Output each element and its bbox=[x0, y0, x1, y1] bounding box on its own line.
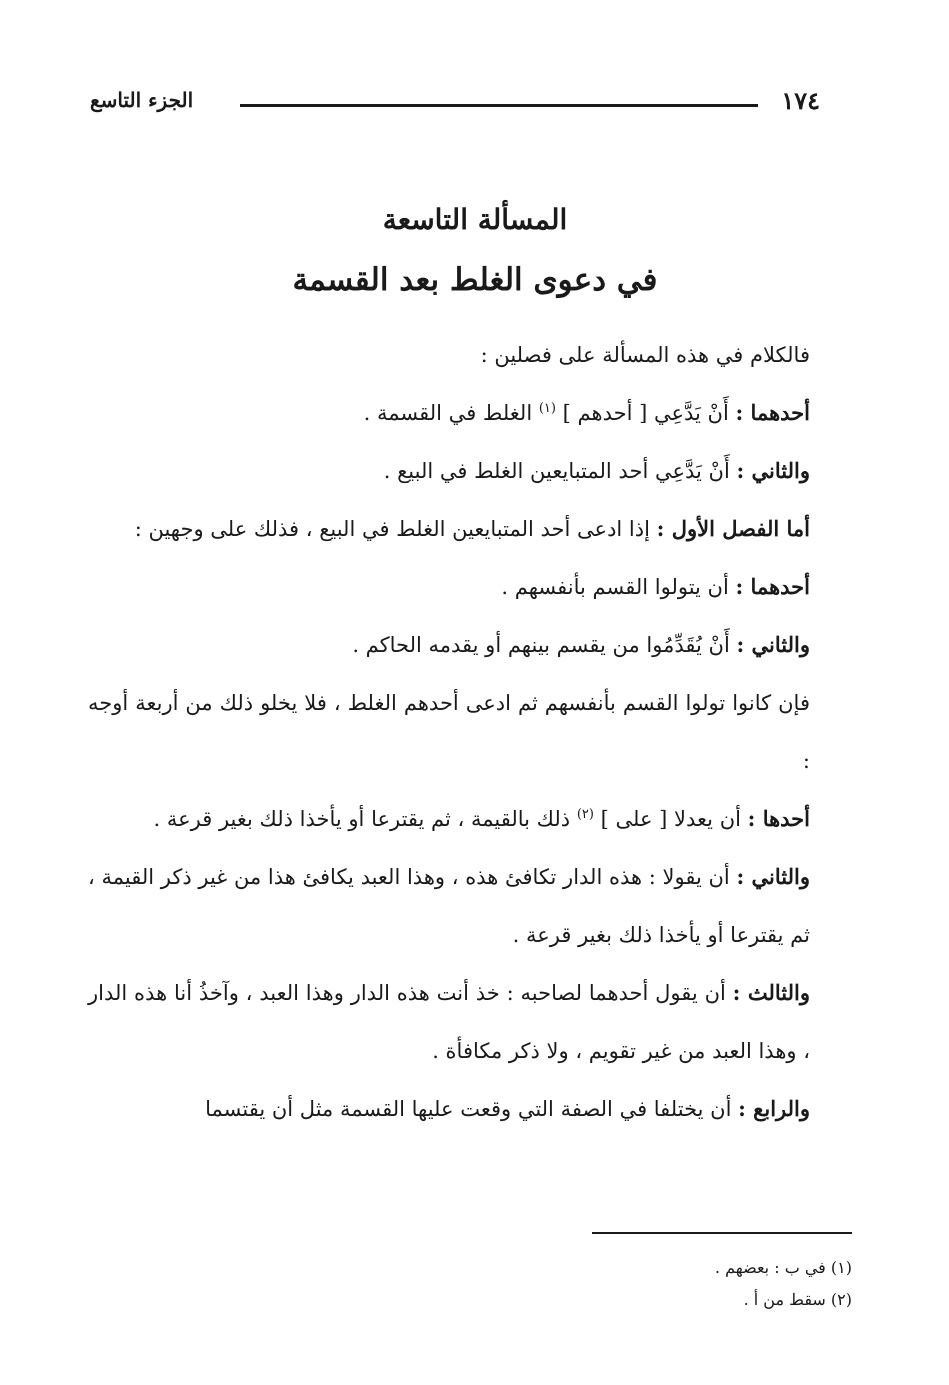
paragraph-6 bbox=[88, 616, 860, 674]
lead-term: والثاني : bbox=[736, 458, 810, 483]
footnote-1: (١) في ب : بعضهم . bbox=[714, 1258, 852, 1277]
paragraph-7: فإن كانوا تولوا القسم بأنفسهم ثم ادعى أحدهم الغلط ، فلا يخلو ذلك من أربعة أوجه : bbox=[88, 691, 810, 773]
paragraph-11 bbox=[88, 1080, 860, 1138]
footnote-rule bbox=[592, 1232, 852, 1234]
paragraph-3 bbox=[88, 442, 860, 500]
lead-term: أما الفصل الأول : bbox=[656, 516, 810, 541]
paragraph-text: أن يقول أحدهما لصاحبه : خذ أنت هذه الدار وهذا العبد ، وآخذُ أنا هذه الدار ، وهذا العبد من غير تقويم ، ولا ذكر مكافأة . bbox=[88, 981, 810, 1063]
paragraph-text: الغلط في القسمة . bbox=[363, 401, 539, 425]
lead-term: والثاني : bbox=[736, 632, 810, 657]
footnote-ref-2: (٢) bbox=[576, 807, 594, 822]
paragraph-9 bbox=[88, 848, 860, 964]
paragraph-text: أَنْ يَدَّعِي [ أحدهم ] bbox=[562, 401, 736, 425]
footnote-2: (٢) سقط من أ . bbox=[743, 1290, 852, 1309]
paragraph-2 bbox=[88, 384, 860, 442]
paragraph-text: أَنْ يُقَدِّمُوا من يقسم بينهم أو يقدمه الحاكم . bbox=[352, 633, 737, 657]
paragraph-text: أن يعدلا [ على ] bbox=[600, 807, 748, 831]
page-number: ١٧٤ bbox=[781, 86, 820, 115]
lead-term: أحدها : bbox=[747, 806, 810, 831]
paragraph-10 bbox=[88, 964, 860, 1080]
paragraph-8 bbox=[88, 790, 860, 848]
running-head: الجزء التاسع bbox=[90, 88, 194, 112]
paragraph-5 bbox=[88, 558, 860, 616]
lead-term: والثاني : bbox=[736, 864, 810, 889]
chapter-subtitle: في دعوى الغلط بعد القسمة bbox=[292, 262, 658, 298]
paragraph-text: أن يقولا : هذه الدار تكافئ هذه ، وهذا العبد يكافئ هذا من غير ذكر القيمة ، ثم يقترعا أو يأخذا ذلك بغير قرعة . bbox=[88, 865, 810, 947]
paragraph-text: أن يتولوا القسم بأنفسهم . bbox=[501, 575, 736, 599]
paragraph-1: فالكلام في هذه المسألة على فصلين : bbox=[480, 343, 810, 367]
paragraph-text: إذا ادعى أحد المتبايعين الغلط في البيع ، فذلك على وجهين : bbox=[134, 517, 657, 541]
paragraph-text: أن يختلفا في الصفة التي وقعت عليها القسمة مثل أن يقتسما bbox=[205, 1097, 739, 1121]
footnotes bbox=[500, 1252, 852, 1316]
lead-term: أحدهما : bbox=[735, 574, 810, 599]
lead-term: أحدهما : bbox=[735, 400, 810, 425]
page-header bbox=[90, 84, 820, 124]
lead-term: والرابع : bbox=[738, 1096, 810, 1121]
paragraph-text: أَنْ يَدَّعِي أحد المتبايعين الغلط في البيع . bbox=[383, 459, 737, 483]
paragraph-4 bbox=[88, 500, 860, 558]
lead-term: والثالث : bbox=[732, 980, 810, 1005]
paragraph-text: ذلك بالقيمة ، ثم يقترعا أو يأخذا ذلك بغير قرعة . bbox=[153, 807, 577, 831]
chapter-title: المسألة التاسعة bbox=[382, 203, 568, 236]
footnote-ref-1: (١) bbox=[538, 401, 556, 416]
body-text bbox=[88, 326, 860, 1138]
header-rule bbox=[240, 104, 758, 107]
